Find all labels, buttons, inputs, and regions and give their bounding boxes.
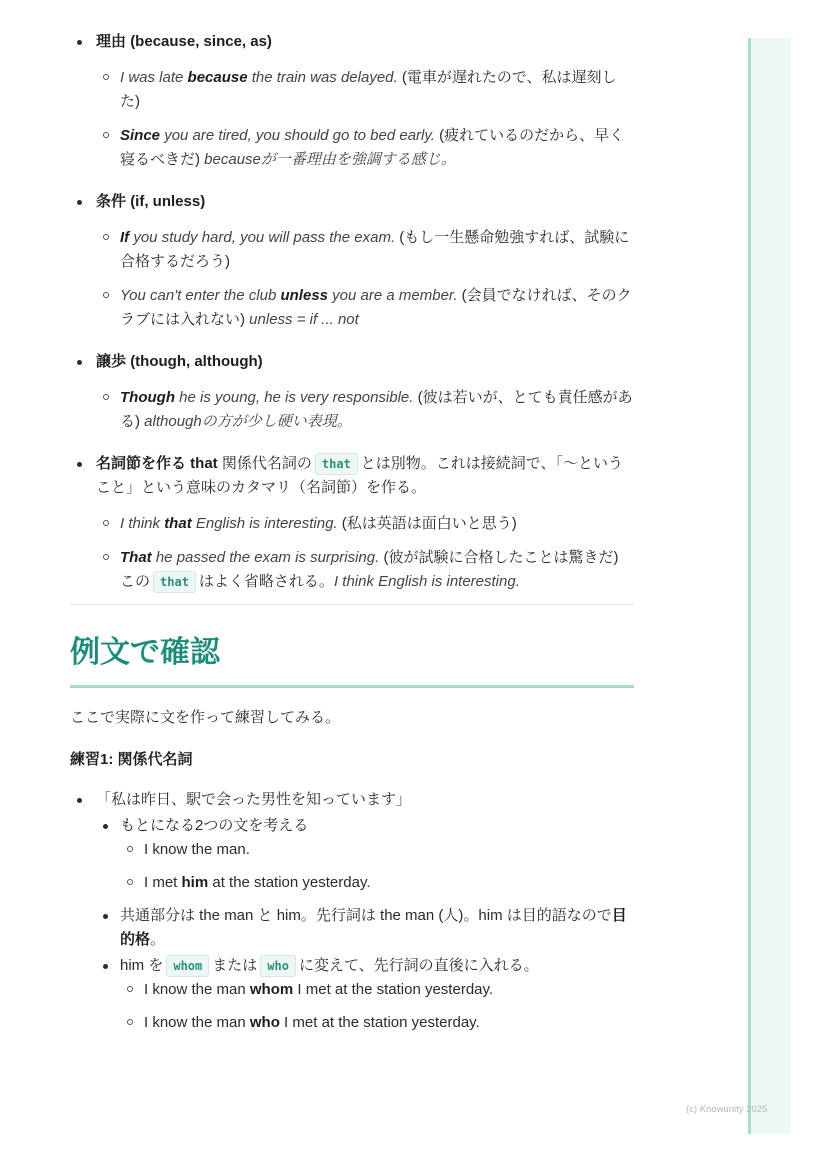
example-item: You can't enter the club unless you are a member. (会員でなければ、そのクラブには入れない) unless = if ... not bbox=[96, 284, 634, 332]
example-item: If you study hard, you will pass the exam. (もし一生懸命勉強すれば、試験に合格するだろう) bbox=[96, 226, 634, 274]
inline-code: whom bbox=[166, 955, 209, 977]
step-item: him を whom または who に変えて、先行詞の直後に入れる。 I know the man whom I met at the station yesterday. I know the man who I met at the station yesterday. bbox=[96, 954, 634, 1035]
section-reason bbox=[70, 30, 634, 172]
example-item: I was late because the train was delayed. (電車が遅れたので、私は遅刻した) bbox=[96, 66, 634, 114]
exercise-list bbox=[70, 788, 634, 1035]
section-heading: 譲歩 (though, although) bbox=[96, 353, 263, 370]
example-item: Though he is young, he is very responsible. (彼は若いが、とても責任感がある) althoughの方が少し硬い表現。 bbox=[96, 386, 634, 434]
document-page bbox=[70, 30, 634, 1044]
section-heading: 条件 (if, unless) bbox=[96, 193, 206, 210]
inline-code: that bbox=[153, 571, 196, 593]
exercise-title: 練習1: 関係代名詞 bbox=[70, 751, 193, 768]
step-item: 共通部分は the man と him。先行詞は the man (人)。him は目的語なので目的格。 bbox=[96, 904, 634, 952]
inline-code: that bbox=[315, 453, 358, 475]
intro-text: ここで実際に文を作って練習してみる。 bbox=[70, 709, 341, 726]
example-item: I think that English is interesting. (私は英語は面白いと思う) bbox=[96, 512, 634, 536]
section-heading: 理由 (because, since, as) bbox=[96, 33, 272, 50]
step-item: もとになる2つの文を考える I know the man. I met him at the station yesterday. bbox=[96, 814, 634, 895]
example-item: That he passed the exam is surprising. (彼が試験に合格したことは驚きだ) この that はよく省略される。I think English is interesting. bbox=[96, 546, 634, 594]
conjunction-list bbox=[70, 30, 634, 594]
sentence-item: I know the man who I met at the station yesterday. bbox=[120, 1011, 634, 1035]
section-title: 例文で確認 bbox=[70, 631, 634, 688]
sentence-item: I know the man. bbox=[120, 838, 634, 862]
section-concession bbox=[70, 350, 634, 434]
copyright-footer: (c) Knowunity 2025 bbox=[686, 1104, 768, 1115]
section-noun-clause: 名詞節を作る that 関係代名詞の that とは別物。これは接続詞で、「～ということ」という意味のカタマリ（名詞節）を作る。 I think that English is interesting. (私は英語は面白いと思う) That he passed the exam is surprising. (彼が試験に合格したことは驚きだ) この that はよく省略される。I think English is interesting. bbox=[70, 452, 634, 594]
side-panel bbox=[748, 38, 791, 1134]
sentence-item: I know the man whom I met at the station yesterday. bbox=[120, 978, 634, 1002]
exercise-prompt: 「私は昨日、駅で会った男性を知っています」 もとになる2つの文を考える I know the man. I met him at the station yesterday. 共通部分は the man と him。先行詞は the man (人)。him は目的語なので目的格。 him を whom または who に変えて、先行詞の直後に入れる。 I know the man whom I met at the station yesterday. I know the man who I met at the station yesterday. bbox=[70, 788, 634, 1035]
sentence-item: I met him at the station yesterday. bbox=[120, 871, 634, 895]
inline-code: who bbox=[260, 955, 296, 977]
section-condition bbox=[70, 190, 634, 332]
example-item: Since you are tired, you should go to bed early. (疲れているのだから、早く寝るべきだ) becauseが一番理由を強調する感じ。 bbox=[96, 124, 634, 172]
divider bbox=[70, 604, 634, 605]
